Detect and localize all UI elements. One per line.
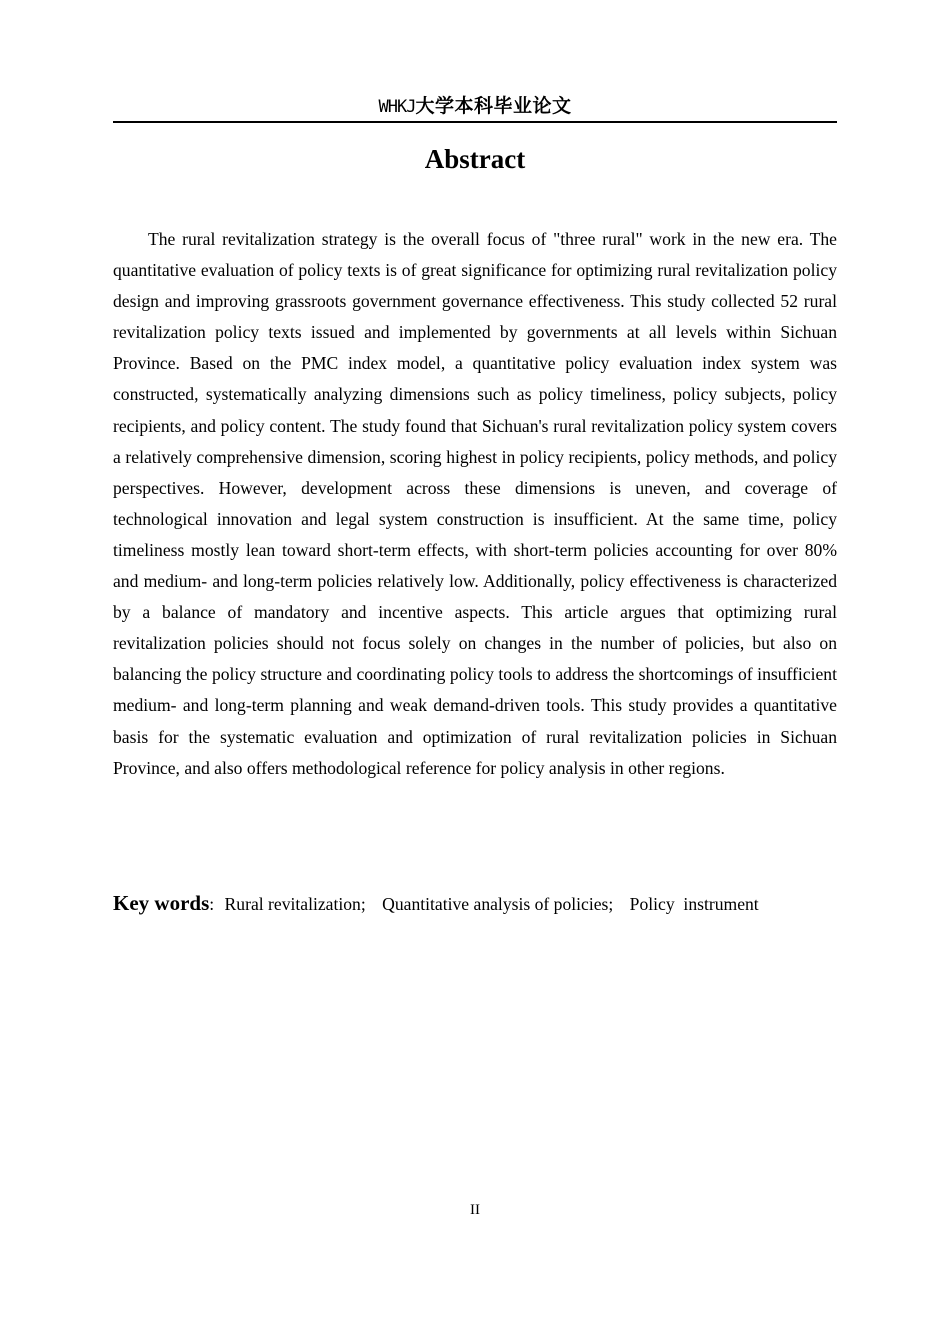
page-title: Abstract [424,144,526,174]
header-cjk: 大学本科毕业论文 [415,96,572,117]
abstract-paragraph: The rural revitalization strategy is the overall focus of "three rural" work in the new era. The quantitative evaluation of policy texts is of great significance for optimizing rural revitalization policy design and improving grassroots government governance effectiveness. This study collected 52 rural revitalization policy texts issued and implemented by governments at all levels within Sichuan Province. Based on the PMC index model, a quantitative policy evaluation index system was constructed, systematically analyzing dimensions such as policy timeliness, policy subjects, policy recipients, and policy content. The study found that Sichuan's rural revitalization policy system covers a relatively comprehensive dimension, scoring highest in policy recipients, policy methods, and policy perspectives. However, development across these dimensions is uneven, and coverage of technological innovation and legal system construction is insufficient. At the same time, policy timeliness mostly lean toward short-term effects, with short-term policies accounting for over 80% and medium- and long-term policies relatively low. Additionally, policy effectiveness is characterized by a balance of mandatory and incentive aspects. This article argues that optimizing rural revitalization policies should not focus solely on changes in the number of policies, but also on balancing the policy structure and coordinating policy tools to address the shortcomings of insufficient medium- and long-term planning and weak demand-driven tools. This study provides a quantitative basis for the systematic evaluation and optimization of rural revitalization policies in Sichuan Province, and also offers methodological reference for policy analysis in other regions. [113,229,837,778]
keywords-label: Key words [113,891,210,915]
running-header [113,95,837,123]
header-latin: WHKJ [378,97,416,117]
running-header-text [379,96,572,117]
keyword-item: Policy instrument [629,894,759,914]
keywords-separator: : [209,894,215,914]
keywords-line [113,888,837,920]
keyword-item: Rural revitalization; [224,894,366,914]
page-number: II [470,1202,480,1218]
keyword-item: Quantitative analysis of policies; [382,894,614,914]
